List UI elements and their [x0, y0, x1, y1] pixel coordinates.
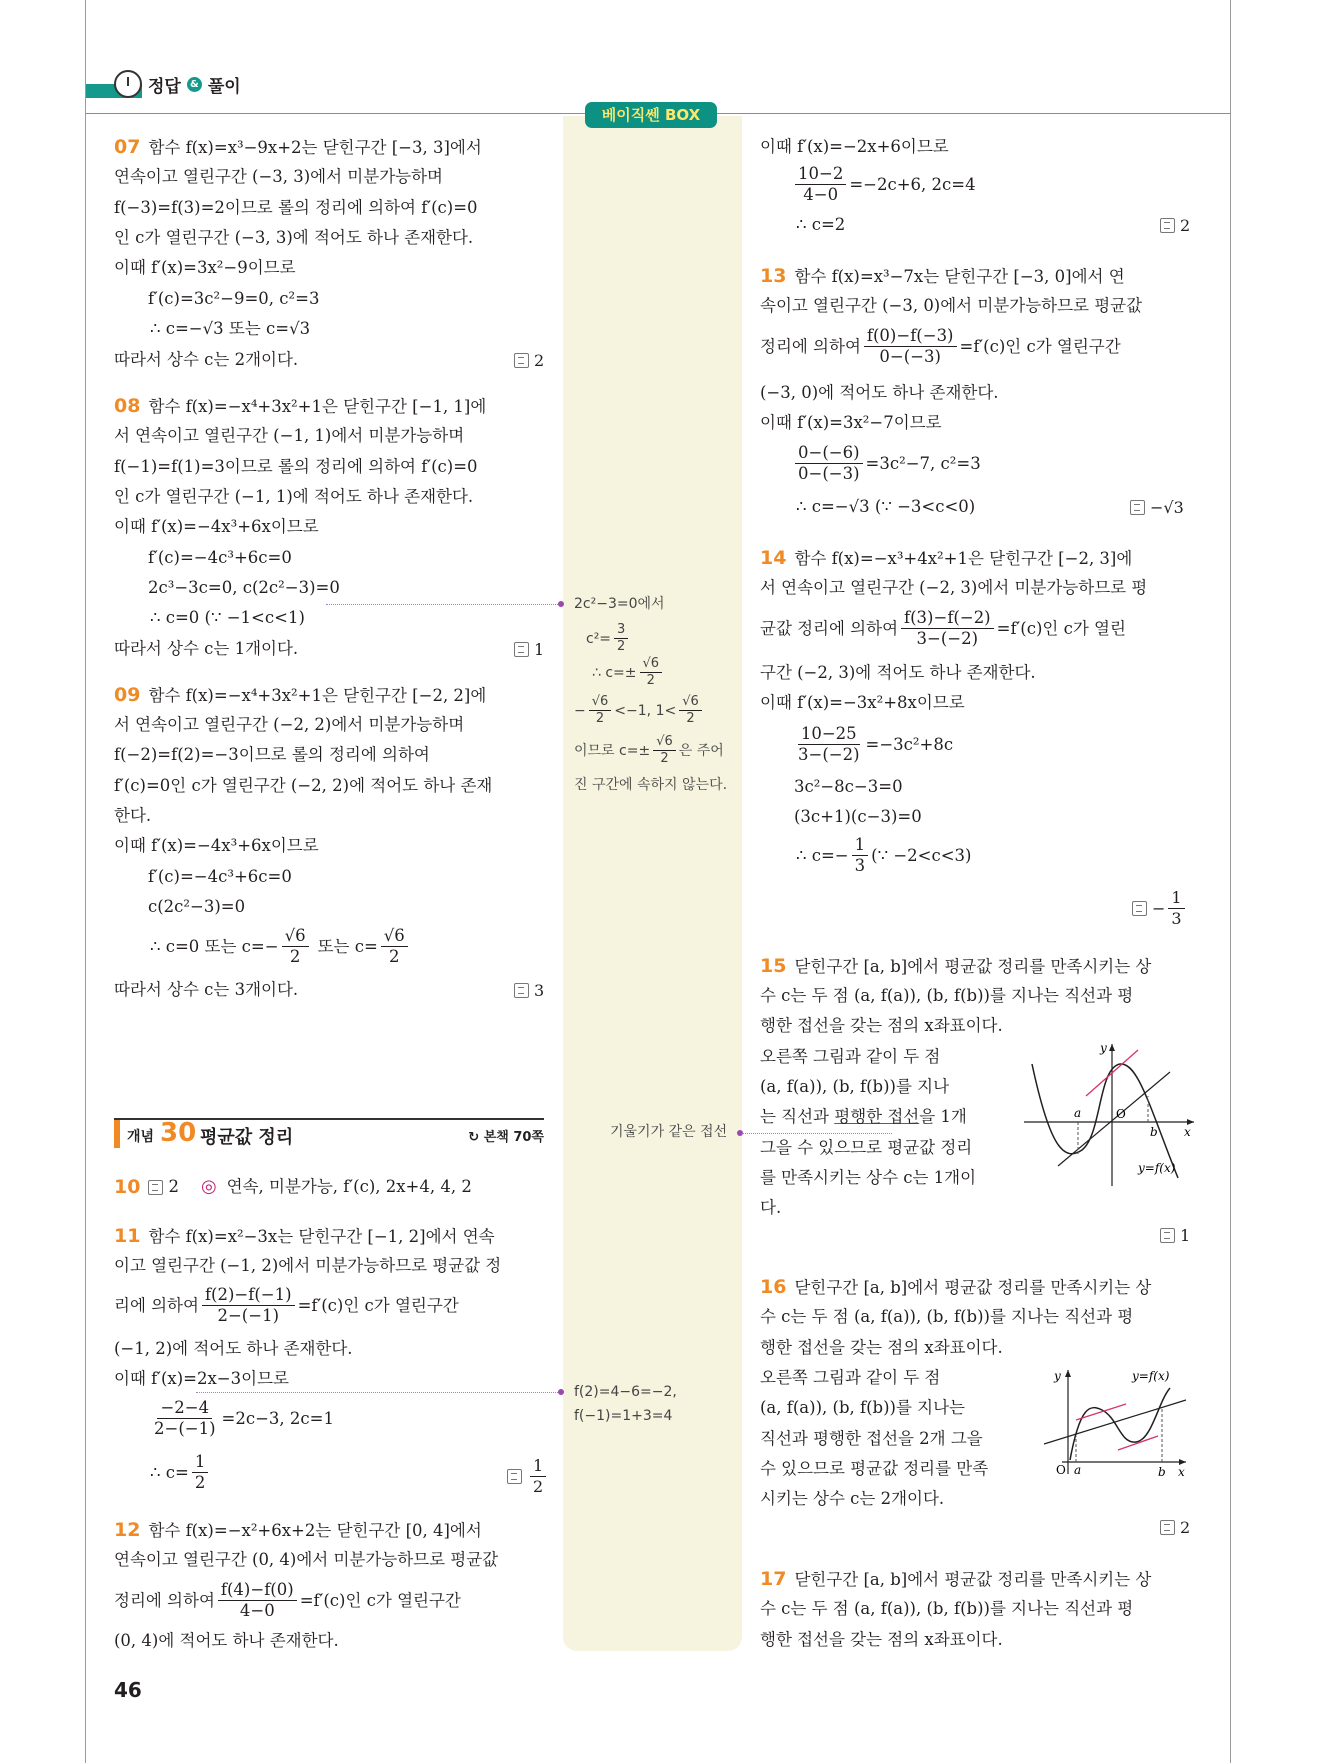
- problem-16-line8: 시키는 상수 c는 2개이다.: [760, 1489, 945, 1508]
- problem-15-line2: 수 c는 두 점 (a, f(a)), (b, f(b))를 지나는 직선과 평: [760, 986, 1134, 1005]
- note-line2: c²= $\frac{3}{2}$: [586, 622, 631, 655]
- problem-15-line7: 그을 수 있으므로 평균값 정리: [760, 1138, 973, 1157]
- problem-11-line5: 이때 f′(x)=2x−3이므로: [114, 1369, 289, 1388]
- problem-09-line9: ∴ c=0 또는 c=− $\frac{√6}{2}$ 또는 c= $\frac{√6}{2}$: [150, 926, 411, 967]
- problem-10: 10 2 ◎ 연속, 미분가능, f′(c), 2x+4, 4, 2: [114, 1176, 472, 1198]
- problem-14-line5: 이때 f′(x)=−3x²+8x이므로: [760, 693, 965, 712]
- problem-12-line1: 12 함수 f(x)=−x²+6x+2는 닫힌구간 [0, 4]에서: [114, 1519, 482, 1541]
- problem-07-line1: 07 함수 f(x)=x³−9x+2는 닫힌구간 [−3, 3]에서: [114, 136, 482, 158]
- graph-15: [1020, 1038, 1198, 1188]
- problem-08-line8: ∴ c=0 (∵ −1<c<1): [150, 608, 305, 627]
- clock-icon: [114, 70, 142, 98]
- answer-12: 2: [1160, 216, 1190, 235]
- problem-08-line3: f(−1)=f(1)=3이므로 롤의 정리에 의하여 f′(c)=0: [114, 457, 478, 476]
- answer-11: 1 2: [507, 1456, 549, 1497]
- problem-15-line8: 를 만족시키는 상수 c는 1개이: [760, 1168, 977, 1187]
- problem-15-line6: 는 직선과 평행한 접선을 1개: [760, 1107, 967, 1126]
- graph-16-tangent-1: [1076, 1404, 1126, 1420]
- graph-16-y-arrow: [1065, 1370, 1071, 1377]
- refresh-icon: ↻: [468, 1130, 484, 1145]
- problem-14-line4: 구간 (−2, 3)에 적어도 하나 존재한다.: [760, 663, 1036, 682]
- graph-16-a-label: a: [1074, 1463, 1082, 1477]
- answer-icon: [1160, 1228, 1175, 1243]
- problem-14-line1: 14 함수 f(x)=−x³+4x²+1은 닫힌구간 [−2, 3]에: [760, 547, 1133, 569]
- target-icon: ◎: [200, 1176, 217, 1197]
- note-line8: f(2)=4−6=−2,: [574, 1384, 677, 1400]
- problem-12-line3: 정리에 의하여 $\frac{f(4)-f(0)}{4-0}$ =f′(c)인 c가 열린구간: [114, 1580, 461, 1620]
- answer-16: 2: [1160, 1518, 1190, 1537]
- problem-15-line4: 오른쪽 그림과 같이 두 점: [760, 1047, 941, 1066]
- note-leader-1: [326, 604, 560, 605]
- graph-16-y-label: y: [1054, 1369, 1061, 1383]
- problem-15-line1: 15 닫힌구간 [a, b]에서 평균값 정리를 만족시키는 상: [760, 955, 1152, 977]
- problem-16-line5: (a, f(a)), (b, f(b))를 지나는: [760, 1398, 965, 1417]
- problem-09-line6: 이때 f′(x)=−4x³+6x이므로: [114, 836, 319, 855]
- problem-07-line3: f(−3)=f(3)=2이므로 롤의 정리에 의하여 f′(c)=0: [114, 198, 478, 217]
- graph-15-x-label: x: [1184, 1125, 1191, 1139]
- graph-15-origin-label: O: [1116, 1107, 1126, 1121]
- answer-icon: [1130, 500, 1145, 515]
- problem-13-line5: 이때 f′(x)=3x²−7이므로: [760, 413, 942, 432]
- header-title-2: 풀이: [207, 76, 241, 97]
- note-line3: ∴ c=± $\frac{√6}{2}$: [592, 656, 665, 689]
- problem-09-line4: f′(c)=0인 c가 열린구간 (−2, 2)에 적어도 하나 존재: [114, 776, 493, 795]
- problem-17-line3: 행한 접선을 갖는 점의 x좌표이다.: [760, 1630, 1003, 1649]
- concept-number: 30: [160, 1118, 197, 1148]
- answer-icon: [514, 983, 529, 998]
- problem-11-line1: 11 함수 f(x)=x²−3x는 닫힌구간 [−1, 2]에서 연속: [114, 1225, 495, 1247]
- graph-16-tangent-2: [1118, 1436, 1158, 1450]
- note-leader-2: [742, 1133, 892, 1134]
- answer-15: 1: [1160, 1226, 1190, 1245]
- graph-16-x-label: x: [1178, 1465, 1185, 1478]
- concept-ref: ↻ 본책 70쪽: [468, 1130, 544, 1145]
- graph-15-b-label: b: [1150, 1125, 1158, 1139]
- problem-15-line3: 행한 접선을 갖는 점의 x좌표이다.: [760, 1016, 1003, 1035]
- answer-icon: [507, 1469, 522, 1484]
- graph-15-a-label: a: [1074, 1106, 1082, 1120]
- section-header: [114, 70, 241, 98]
- problem-09-line1: 09 함수 f(x)=−x⁴+3x²+1은 닫힌구간 [−2, 2]에: [114, 684, 487, 706]
- problem-16-line6: 직선과 평행한 접선을 2개 그을: [760, 1429, 983, 1448]
- answer-icon: [1160, 1520, 1175, 1535]
- problem-13-line7: ∴ c=−√3 (∵ −3<c<0): [796, 497, 976, 516]
- note-leader-3: [196, 1392, 560, 1393]
- problem-12-cont-line2: $\frac{10-2}{4-0}$ =−2c+6, 2c=4: [792, 164, 976, 205]
- answer-icon: [148, 1180, 163, 1195]
- problem-14-line9: ∴ c=− $\frac{1}{3}$ (∵ −2<c<3): [796, 835, 972, 875]
- problem-07-line8: 따라서 상수 c는 2개이다.: [114, 350, 299, 369]
- problem-09-line3: f(−2)=f(2)=−3이므로 롤의 정리에 의하여: [114, 745, 430, 764]
- problem-11-line6: $\frac{-2-4}{2-(-1)}$ =2c−3, 2c=1: [154, 1398, 334, 1438]
- graph-16-b-label: b: [1158, 1465, 1166, 1478]
- graph-15-y-label: y: [1100, 1041, 1107, 1055]
- note-parallel-tangent: 기울기가 같은 접선: [610, 1124, 728, 1140]
- answer-icon: [514, 642, 529, 657]
- right-margin-line: [1230, 0, 1231, 1763]
- problem-15-line9: 다.: [760, 1198, 782, 1217]
- problem-12-cont-line3: ∴ c=2: [796, 215, 846, 234]
- note-line5: 이므로 c=± $\frac{√6}{2}$ 은 주어: [574, 734, 724, 766]
- problem-13-line6: $\frac{0-(-6)}{0-(-3)}$ =3c²−7, c²=3: [792, 443, 981, 484]
- graph-15-f-label: y=f(x): [1138, 1161, 1176, 1175]
- answer-07: 2: [514, 351, 544, 370]
- note-line4: − $\frac{√6}{2}$ <−1, 1< √6 2: [574, 694, 705, 727]
- problem-08-line7: 2c³−3c=0, c(2c²−3)=0: [148, 578, 340, 597]
- problem-17-line1: 17 닫힌구간 [a, b]에서 평균값 정리를 만족시키는 상: [760, 1568, 1152, 1590]
- answer-icon: [1160, 218, 1175, 233]
- answer-08: 1: [514, 640, 544, 659]
- problem-16-line7: 수 있으므로 평균값 정리를 만족: [760, 1459, 989, 1478]
- note-dot-1: [558, 601, 564, 607]
- graph-16-secant: [1044, 1400, 1186, 1444]
- problem-08-line6: f′(c)=−4c³+6c=0: [148, 548, 292, 567]
- problem-13-line2: 속이고 열린구간 (−3, 0)에서 미분가능하므로 평균값: [760, 296, 1143, 315]
- problem-08-line2: 서 연속이고 열린구간 (−1, 1)에서 미분가능하며: [114, 426, 465, 445]
- box-badge: 베이직쎈 BOX: [585, 102, 717, 128]
- problem-14-line3: 균값 정리에 의하여 $\frac{f(3)-f(-2)}{3-(-2)}$ =f′(c)인 c가 열린: [760, 608, 1126, 648]
- answer-icon: [514, 353, 529, 368]
- problem-08-line1: 08 함수 f(x)=−x⁴+3x²+1은 닫힌구간 [−1, 1]에: [114, 395, 487, 417]
- problem-13-line1: 13 함수 f(x)=x³−7x는 닫힌구간 [−3, 0]에서 연: [760, 265, 1125, 287]
- problem-11-line7: ∴ c= $\frac{1}{2}$: [150, 1452, 211, 1493]
- problem-11-line2: 이고 열린구간 (−1, 2)에서 미분가능하므로 평균값 정: [114, 1256, 502, 1275]
- problem-16-line1: 16 닫힌구간 [a, b]에서 평균값 정리를 만족시키는 상: [760, 1276, 1152, 1298]
- problem-11-line3: 리에 의하여 $\frac{f(2)-f(-1)}{2-(-1)}$ =f′(c)인 c가 열린구간: [114, 1285, 459, 1325]
- concept-heading: [114, 1118, 544, 1150]
- problem-07-line7: ∴ c=−√3 또는 c=√3: [150, 319, 311, 338]
- problem-15-line5: (a, f(a)), (b, f(b))를 지나: [760, 1077, 950, 1096]
- note-dot-3: [558, 1389, 564, 1395]
- problem-16-line3: 행한 접선을 갖는 점의 x좌표이다.: [760, 1338, 1003, 1357]
- note-line9: f(−1)=1+3=4: [574, 1408, 673, 1424]
- problem-14-line7: 3c²−8c−3=0: [794, 777, 903, 796]
- problem-14-line8: (3c+1)(c−3)=0: [794, 807, 922, 826]
- problem-12-cont-line1: 이때 f′(x)=−2x+6이므로: [760, 137, 949, 156]
- problem-09-line5: 한다.: [114, 806, 152, 825]
- problem-14-line2: 서 연속이고 열린구간 (−2, 3)에서 미분가능하므로 평: [760, 578, 1148, 597]
- answer-icon: [1132, 901, 1147, 916]
- concept-title: 평균값 정리: [200, 1127, 294, 1148]
- problem-08-line9: 따라서 상수 c는 1개이다.: [114, 639, 299, 658]
- answer-09: 3: [514, 981, 544, 1000]
- header-title: 정답: [148, 76, 181, 97]
- problem-16-line2: 수 c는 두 점 (a, f(a)), (b, f(b))를 지나는 직선과 평: [760, 1307, 1134, 1326]
- problem-12-line2: 연속이고 열린구간 (0, 4)에서 미분가능하므로 평균값: [114, 1550, 499, 1569]
- concept-label: 개념: [127, 1129, 155, 1145]
- problem-13-line3: 정리에 의하여 $\frac{f(0)-f(-3)}{0-(-3)}$ =f′(c)인 c가 열린구간: [760, 326, 1121, 366]
- note-line1: 2c²−3=0에서: [574, 596, 665, 612]
- problem-07-line2: 연속이고 열린구간 (−3, 3)에서 미분가능하며: [114, 167, 443, 186]
- problem-07-line5: 이때 f′(x)=3x²−9이므로: [114, 258, 296, 277]
- graph-16: [1040, 1366, 1190, 1478]
- problem-07-line6: f′(c)=3c²−9=0, c²=3: [148, 289, 320, 308]
- ampersand-badge: &: [187, 77, 202, 92]
- note-line6: 진 구간에 속하지 않는다.: [574, 777, 728, 793]
- problem-13-line4: (−3, 0)에 적어도 하나 존재한다.: [760, 383, 999, 402]
- problem-07-line4: 인 c가 열린구간 (−3, 3)에 적어도 하나 존재한다.: [114, 228, 474, 247]
- answer-13: −√3: [1130, 498, 1184, 517]
- problem-08-line4: 인 c가 열린구간 (−1, 1)에 적어도 하나 존재한다.: [114, 487, 474, 506]
- problem-16-line4: 오른쪽 그림과 같이 두 점: [760, 1368, 941, 1387]
- answer-14: − $\frac{1}{3}$: [1132, 888, 1188, 929]
- problem-09-line10: 따라서 상수 c는 3개이다.: [114, 980, 299, 999]
- problem-09-line8: c(2c²−3)=0: [148, 897, 246, 916]
- problem-17-line2: 수 c는 두 점 (a, f(a)), (b, f(b))를 지나는 직선과 평: [760, 1599, 1134, 1618]
- graph-16-origin-label: O: [1056, 1463, 1066, 1477]
- problem-09-line7: f′(c)=−4c³+6c=0: [148, 867, 292, 886]
- graph-16-f-label: y=f(x): [1132, 1369, 1170, 1383]
- left-margin-line: [85, 0, 86, 1763]
- graph-15-y-arrow: [1109, 1044, 1115, 1051]
- problem-09-line2: 서 연속이고 열린구간 (−2, 2)에서 미분가능하며: [114, 715, 465, 734]
- page-number: 46: [114, 1678, 142, 1702]
- problem-12-line4: (0, 4)에 적어도 하나 존재한다.: [114, 1631, 339, 1650]
- problem-08-line5: 이때 f′(x)=−4x³+6x이므로: [114, 517, 319, 536]
- problem-11-line4: (−1, 2)에 적어도 하나 존재한다.: [114, 1339, 353, 1358]
- problem-14-line6: $\frac{10-25}{3-(-2)}$ =−3c²+8c: [798, 724, 954, 764]
